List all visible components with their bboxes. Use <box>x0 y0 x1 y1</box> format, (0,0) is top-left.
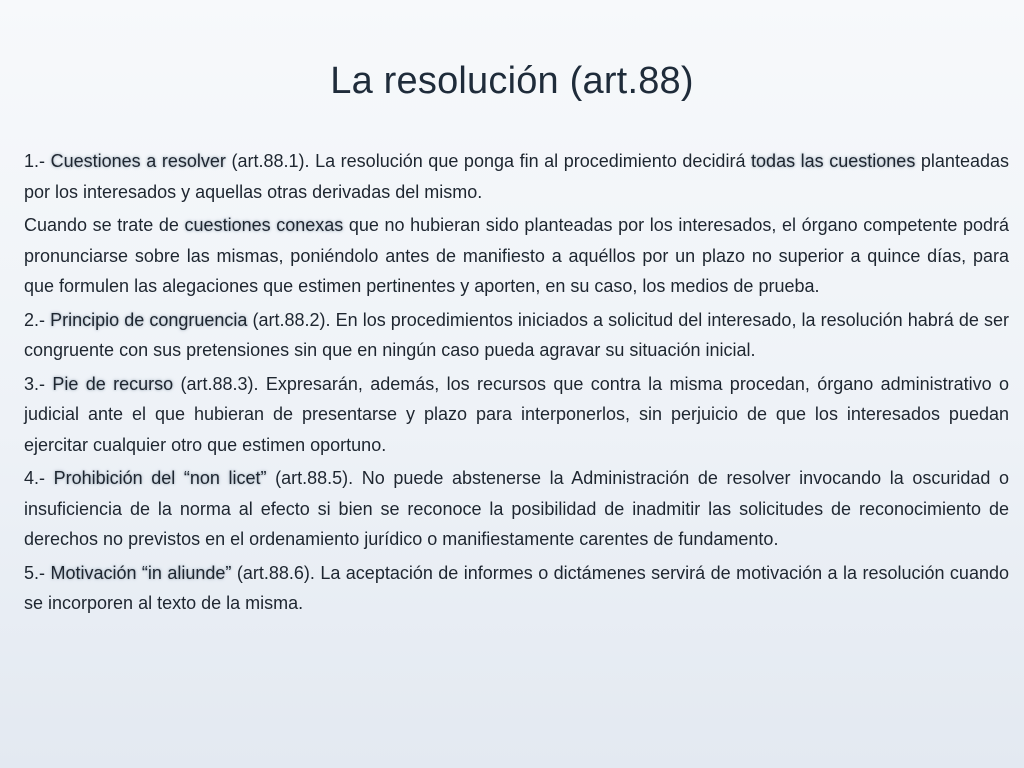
paragraph-text: 2.- <box>24 309 51 330</box>
highlighted-term: Cuestiones a resolver <box>50 151 226 171</box>
highlighted-term: todas las cuestiones <box>751 151 916 171</box>
highlighted-term: Principio de congruencia <box>50 309 248 330</box>
paragraph-text: (art.88.2). En los procedimientos iniciados a solicitud del interesado, la resolución habrá de ser congruente con sus pretensiones sin que en ningún caso pueda agravar su situación inicial. <box>24 309 1009 360</box>
paragraph-text: (art.88.5). No puede abstenerse la Administración de resolver invocando la oscuridad o insuficiencia de la norma al efecto si bien se reconoce la posibilidad de inadmitir las solicitudes de reconocimiento de derechos no previstos en el ordenamiento jurídico o manifiestamente carentes de fundamento. <box>24 468 1009 549</box>
body-paragraph <box>24 146 1009 207</box>
slide-title: La resolución (art.88) <box>330 60 694 102</box>
paragraph-text: Cuando se trate de <box>24 215 185 235</box>
paragraph-text: (art.88.1). La resolución que ponga fin al procedimiento decidirá <box>225 151 752 171</box>
body-paragraph <box>24 210 1009 302</box>
paragraph-text: planteadas por los interesados y aquellas otras derivadas del mismo. <box>24 151 1009 202</box>
paragraph-text: (art.88.3). Expresarán, además, los recursos que contra la misma procedan, órgano administrativo o judicial ante el que hubieran de presentarse y plazo para interponerlos, sin perjuicio de que los interesados puedan ejercitar cualquier otro que estimen oportuno. <box>24 373 1010 455</box>
body-paragraph <box>24 369 1009 461</box>
paragraph-text: 5.- <box>24 562 51 583</box>
slide-body <box>24 146 1009 622</box>
paragraph-text: (art.88.6). La aceptación de informes o dictámenes servirá de motivación a la resolución cuando se incorporen al texto de la misma. <box>24 562 1009 613</box>
paragraph-text: 1.- <box>24 151 51 171</box>
paragraph-text: 3.- <box>24 373 53 394</box>
body-paragraph <box>24 558 1009 619</box>
body-paragraph <box>24 463 1009 555</box>
highlighted-term: Prohibición del “non licet” <box>53 468 267 488</box>
body-paragraph <box>24 305 1009 366</box>
paragraph-text: que no hubieran sido planteadas por los interesados, el órgano competente podrá pronunciarse sobre las mismas, poniéndolo antes de manifiesto a aquéllos por un plazo no superior a quince días, para que formulen las alegaciones que estimen pertinentes y aporten, en su caso, los medios de prueba. <box>24 215 1010 296</box>
highlighted-term: Pie de recurso <box>52 373 174 394</box>
paragraph-text: 4.- <box>24 468 54 488</box>
highlighted-term: cuestiones conexas <box>184 215 344 235</box>
highlighted-term: Motivación “in aliunde” <box>50 562 232 583</box>
